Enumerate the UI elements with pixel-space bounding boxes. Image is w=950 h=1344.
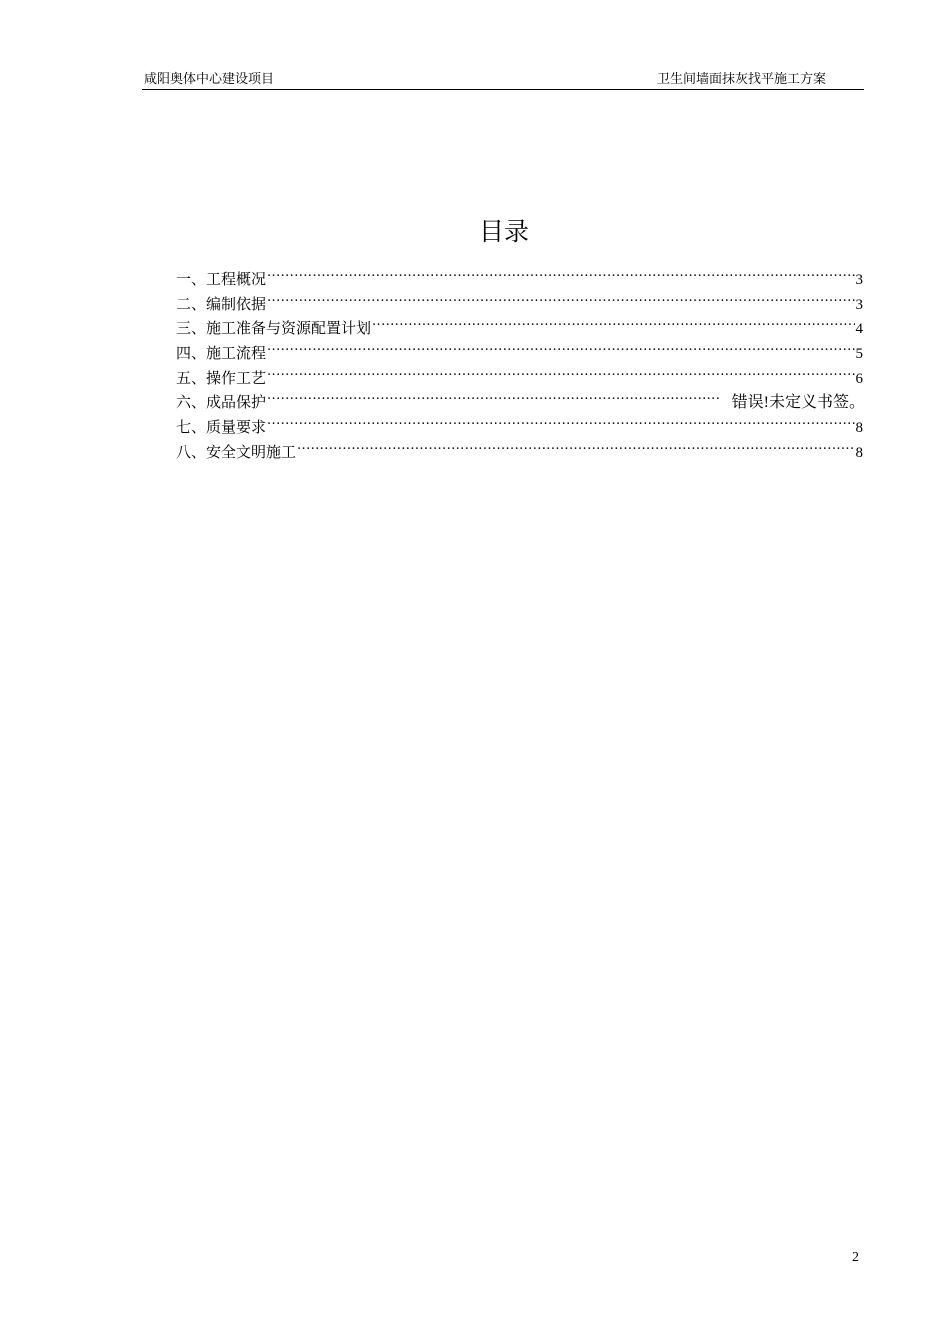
page-number: 2 xyxy=(852,1250,859,1265)
toc-leader-dots xyxy=(267,266,854,284)
toc-leader-dots xyxy=(267,291,854,309)
toc-entry-label[interactable]: 四、施工流程 xyxy=(176,344,267,363)
toc-entry-label[interactable]: 六、成品保护 xyxy=(176,393,267,412)
toc-entry[interactable] xyxy=(176,291,863,316)
toc-entry-label[interactable]: 三、施工准备与资源配置计划 xyxy=(176,319,372,338)
toc-entry-label[interactable]: 七、质量要求 xyxy=(176,418,267,437)
toc-entry[interactable] xyxy=(176,266,863,291)
toc-entry-page: 8 xyxy=(855,420,863,437)
page-header xyxy=(142,72,864,90)
toc-entry-page: 8 xyxy=(855,444,863,461)
toc-entry-page: 3 xyxy=(855,272,863,288)
table-of-contents xyxy=(176,266,863,464)
toc-entry[interactable] xyxy=(176,365,863,390)
toc-entry-label[interactable]: 八、安全文明施工 xyxy=(176,442,297,461)
toc-leader-dots xyxy=(267,340,854,358)
toc-entry-page: 4 xyxy=(855,321,863,338)
toc-entry-page: 6 xyxy=(855,370,863,387)
toc-entry[interactable] xyxy=(176,439,863,464)
toc-leader-dots xyxy=(267,414,854,432)
toc-entry-label[interactable]: 二、编制依据 xyxy=(176,294,267,313)
toc-entry-page-error: 错误!未定义书签。 xyxy=(731,394,865,412)
toc-entry-page: 5 xyxy=(855,346,863,363)
toc-leader-dots xyxy=(372,315,854,333)
toc-leader-dots xyxy=(267,389,721,407)
toc-entry[interactable] xyxy=(176,414,863,439)
toc-leader-dots xyxy=(267,365,854,383)
toc-entry[interactable] xyxy=(176,315,863,340)
header-document-title: 卫生间墙面抹灰找平施工方案 xyxy=(656,72,826,87)
toc-entry-label[interactable]: 五、操作工艺 xyxy=(176,368,267,387)
toc-entry-label[interactable]: 一、工程概况 xyxy=(176,270,267,288)
toc-entry[interactable] xyxy=(176,340,863,365)
header-project-name: 咸阳奥体中心建设项目 xyxy=(144,72,275,87)
toc-title: 目录 xyxy=(478,217,529,246)
toc-leader-dots xyxy=(297,439,854,457)
toc-entry[interactable] xyxy=(176,389,863,414)
toc-entry-page: 3 xyxy=(855,296,863,313)
